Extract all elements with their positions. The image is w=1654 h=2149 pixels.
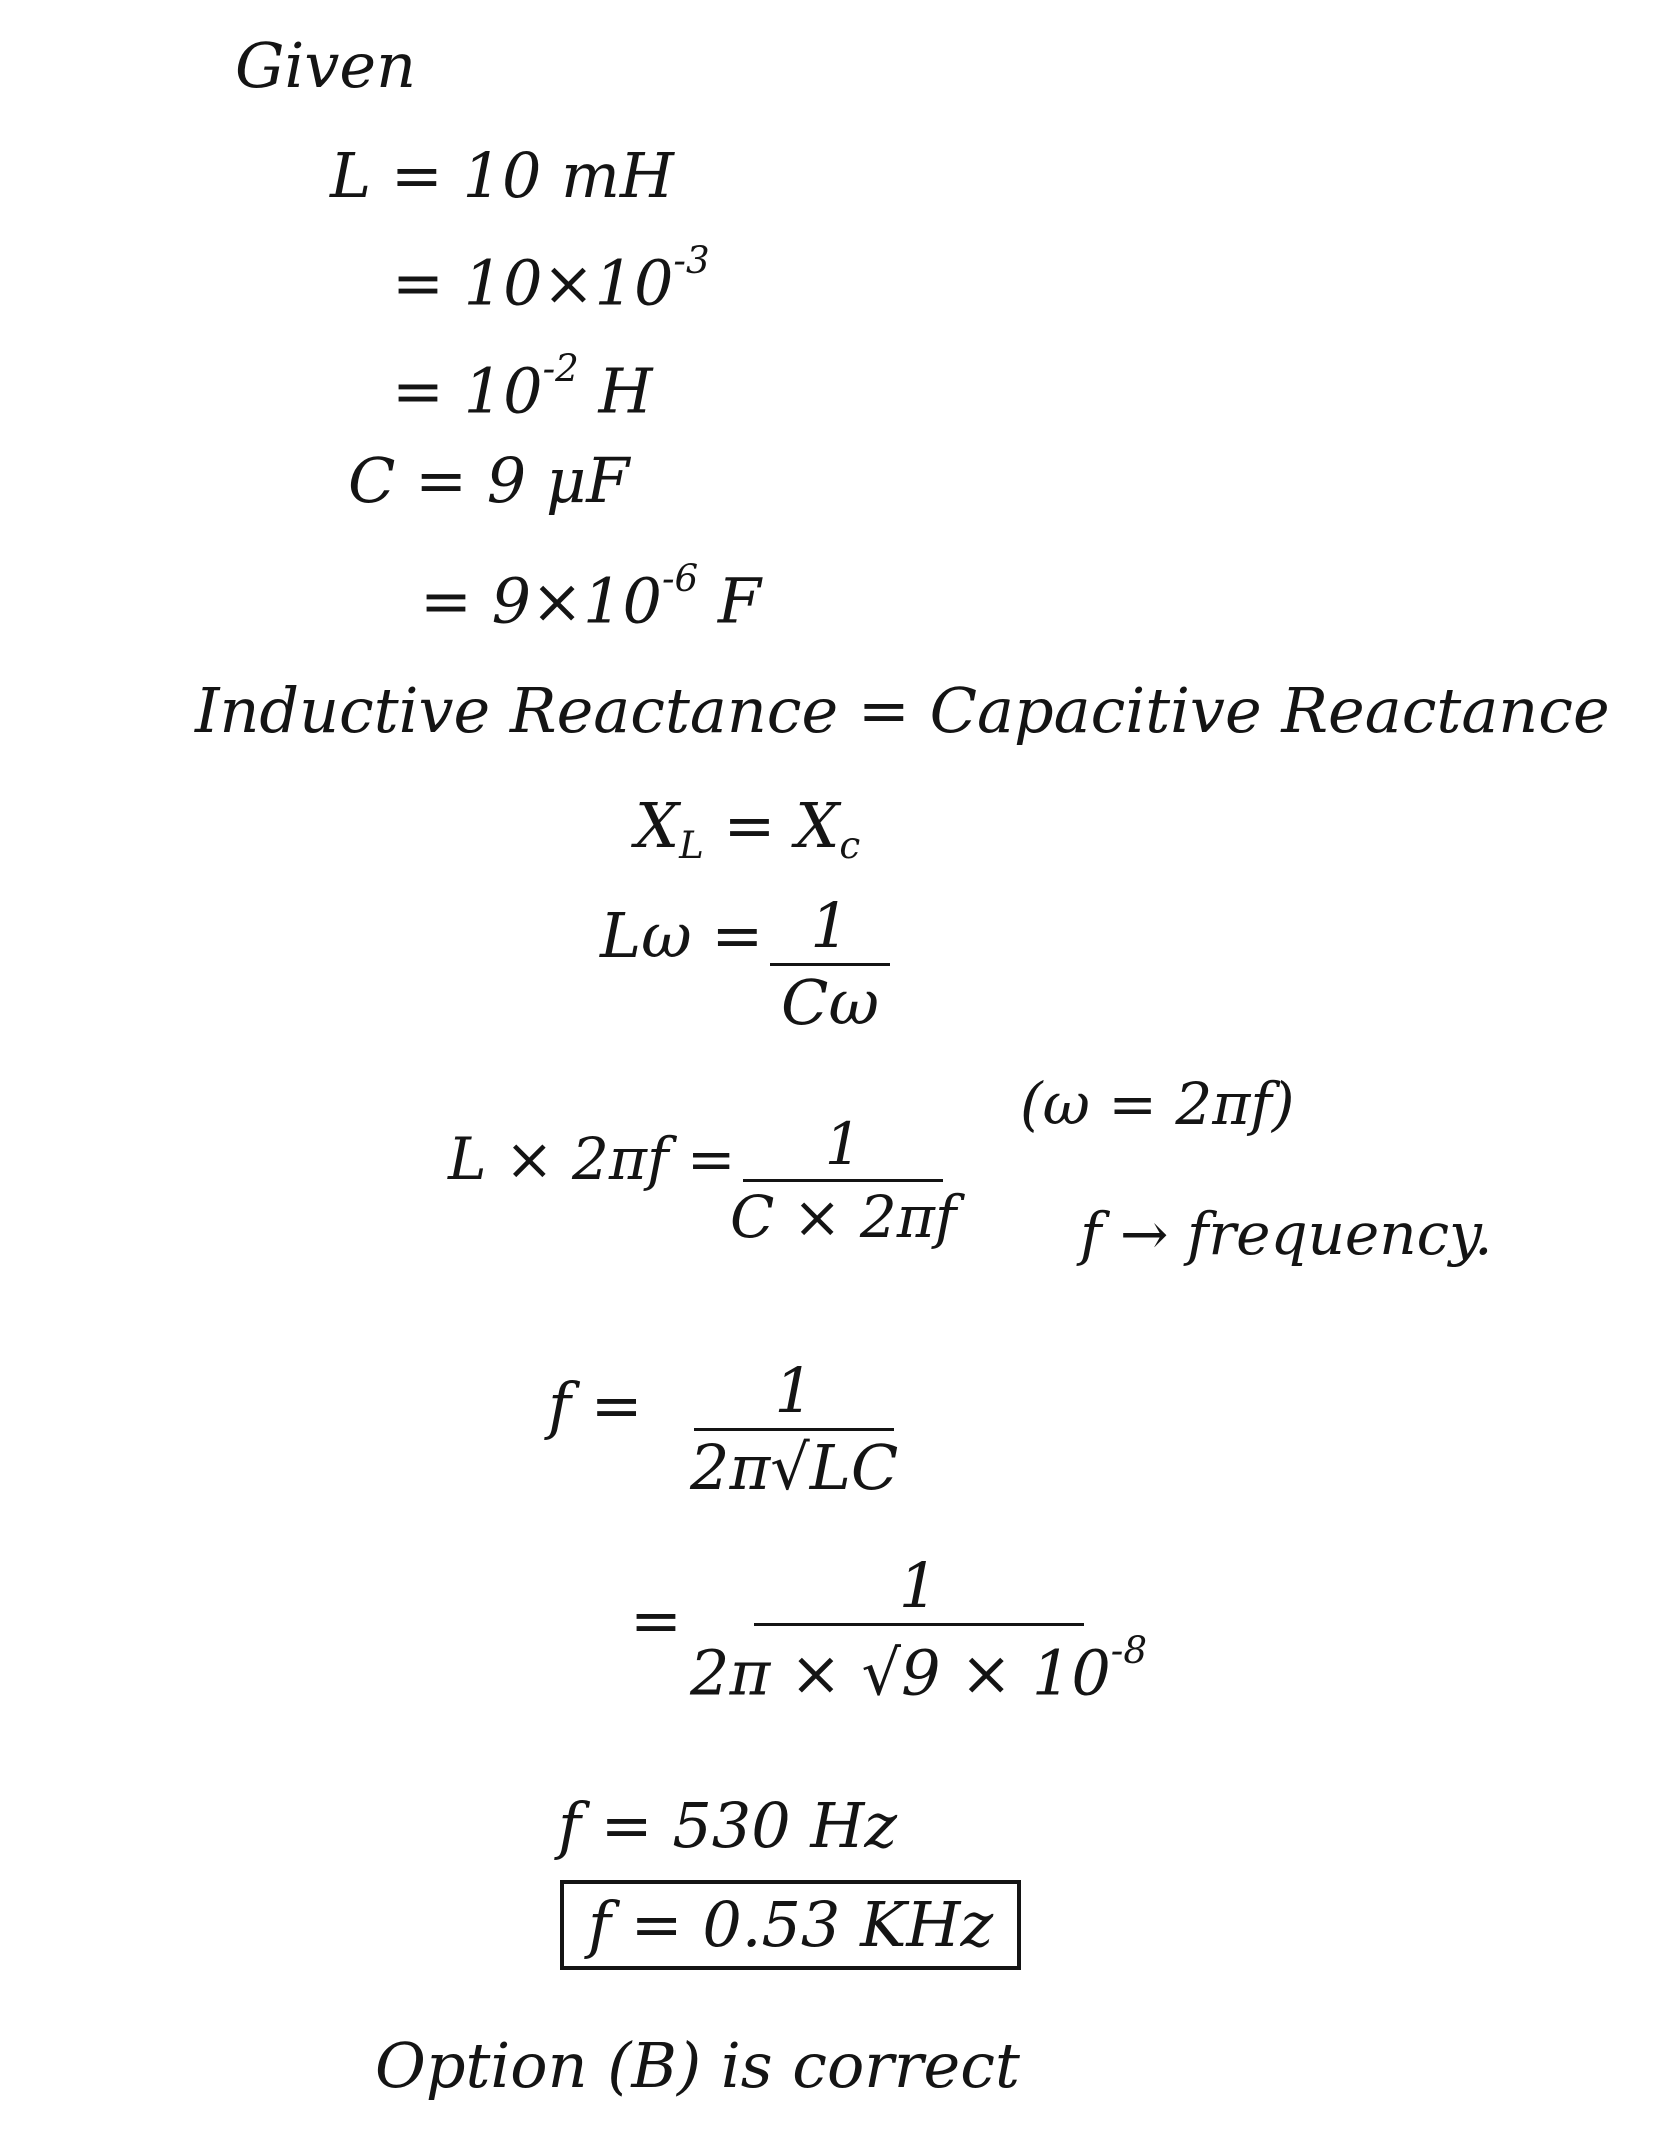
eq1-denominator: Cω <box>781 966 879 1039</box>
reactance-condition: Inductive Reactance = Capacitive Reactance <box>195 674 1610 747</box>
capacitance-step-1: = $9\times 10^{-6}$ F <box>420 556 761 638</box>
eq2-fraction <box>730 1110 957 1251</box>
final-answer: f = 0.53 KHz <box>588 1888 994 1961</box>
frequency-result-hz: f = 530 Hz <box>558 1789 898 1862</box>
eq2-fraction-bar <box>743 1179 943 1182</box>
eq1-lhs: Lω = <box>600 899 764 972</box>
eq3-numerator: 1 <box>774 1354 814 1427</box>
eq4-numerator: 1 <box>898 1549 939 1622</box>
eq4-fraction-bar <box>754 1623 1084 1626</box>
final-answer-box <box>560 1880 1021 1970</box>
capacitance-value: C = 9 μF <box>348 444 630 517</box>
inductance-value: L = 10 mH <box>330 139 674 212</box>
eq2-denominator: C × 2πf <box>730 1183 957 1251</box>
eq1-fraction <box>770 889 890 1039</box>
eq1-numerator: 1 <box>810 889 850 962</box>
eq4-denominator: $2\pi \times √9 \times 10^{-8}$ <box>690 1628 1148 1710</box>
inductance-step-1: = $10\times 10^{-3}$ <box>392 238 710 320</box>
eq3-denominator: 2π√LC <box>690 1431 899 1504</box>
omega-note: (ω = 2πf) <box>1020 1070 1295 1138</box>
reactance-equation: $X_L = X_c$ <box>635 789 861 868</box>
eq3-lhs: f = <box>548 1369 643 1442</box>
eq3-fraction <box>690 1354 899 1504</box>
conclusion: Option (B) is correct <box>375 2029 1020 2102</box>
eq4-lhs: = <box>630 1584 682 1657</box>
eq2-lhs: L × 2πf = <box>448 1125 736 1193</box>
frequency-note: f → frequency. <box>1080 1200 1493 1268</box>
inductance-step-2: = $10^{-2}$ H <box>392 346 653 428</box>
eq4-fraction <box>690 1549 1148 1710</box>
eq2-numerator: 1 <box>824 1110 862 1178</box>
given-heading: Given <box>235 29 417 102</box>
